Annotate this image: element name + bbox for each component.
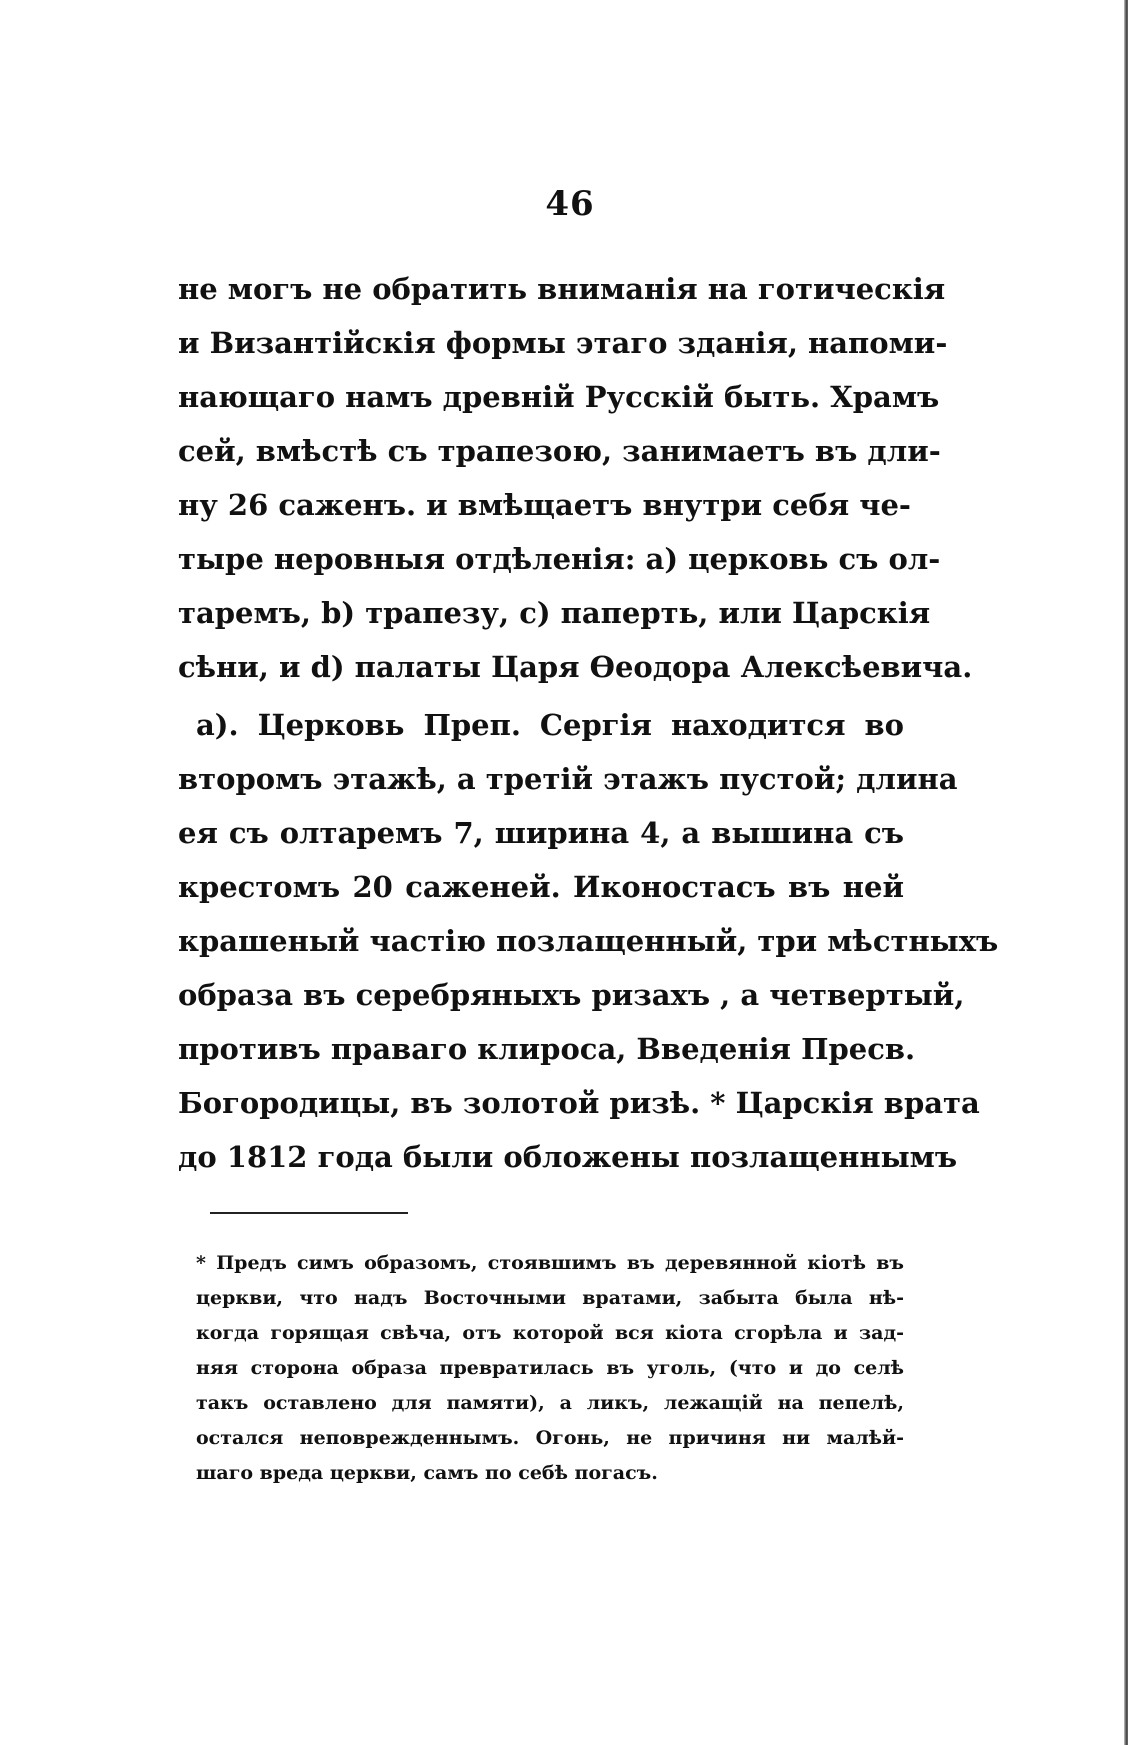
footnote-line: остался неповрежденнымъ. Огонь, не причиня ни малѣй-: [196, 1427, 904, 1449]
text-line: нающаго намъ древній Русскій быть. Храмъ: [178, 380, 940, 414]
footnote-line: * Предъ симъ образомъ, стоявшимъ въ деревянной кіотѣ въ: [196, 1252, 904, 1274]
footnote-rule: [210, 1212, 408, 1214]
footnote-line: шаго вреда церкви, самъ по себѣ погасъ.: [196, 1462, 658, 1484]
text-line: сей, вмѣстѣ съ трапезою, занимаетъ въ дли-: [178, 434, 941, 468]
text-line: крашеный частію позлащенный, три мѣстныхъ: [178, 924, 999, 958]
footnote-line: церкви, что надъ Восточными вратами, забыта была нѣ-: [196, 1287, 904, 1309]
text-line: образа въ серебряныхъ ризахъ , а четвертый,: [178, 978, 965, 1012]
page-binding-edge: [1124, 0, 1128, 1745]
text-line: до 1812 года были обложены позлащеннымъ: [178, 1140, 958, 1174]
footnote-line: когда горящая свѣча, отъ которой вся кіота сгорѣла и зад-: [196, 1322, 904, 1344]
text-line: ея съ олтаремъ 7, ширина 4, а вышина съ: [178, 816, 904, 850]
text-line: и Византійскія формы этаго зданія, напоми-: [178, 326, 948, 360]
text-line: тыре неровныя отдѣленія: а) церковь съ ол-: [178, 542, 941, 576]
footnote-line: няя сторона образа превратилась въ уголь, (что и до селѣ: [196, 1357, 904, 1379]
text-line: не могъ не обратить вниманія на готическія: [178, 272, 946, 306]
footnote-line: такъ оставлено для памяти), а ликъ, лежащій на пепелѣ,: [196, 1392, 904, 1414]
text-line: а). Церковь Преп. Сергія находится во: [196, 708, 904, 742]
text-line: ну 26 саженъ. и вмѣщаетъ внутри себя че-: [178, 488, 911, 522]
text-line: Богородицы, въ золотой ризѣ. * Царскія врата: [178, 1086, 980, 1120]
main-text: [178, 262, 999, 1184]
text-line: второмъ этажѣ, а третій этажъ пустой; длина: [178, 762, 958, 796]
text-line: крестомъ 20 саженей. Иконостасъ въ ней: [178, 870, 904, 904]
text-line: противъ праваго клироса, Введенія Пресв.: [178, 1032, 916, 1066]
text-line: сѣни, и d) палаты Царя Ѳеодора Алексѣевича.: [178, 650, 973, 684]
text-line: таремъ, b) трапезу, c) паперть, или Царскія: [178, 596, 931, 630]
footnote: [196, 1246, 904, 1491]
page-number: 46: [545, 184, 595, 224]
